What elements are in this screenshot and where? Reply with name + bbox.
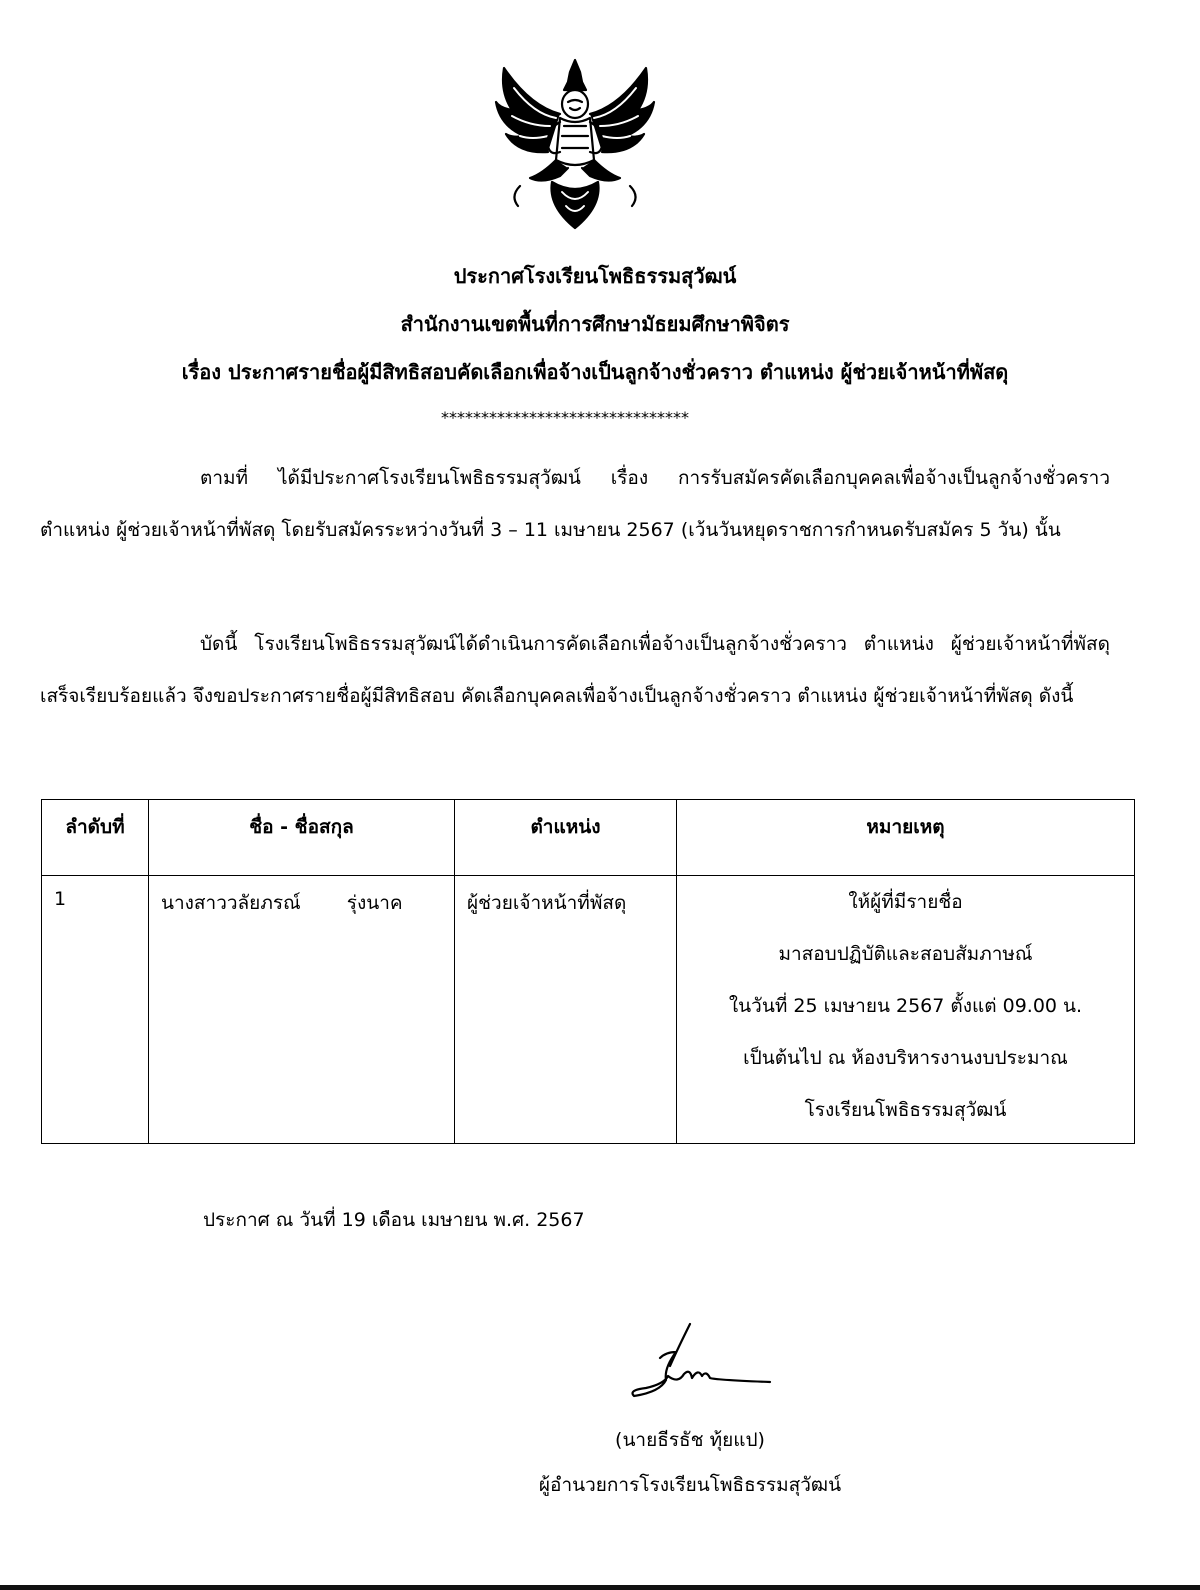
separator: *******************************: [441, 408, 689, 427]
signer-name: (นายธีรธัช ทุ้ยแป): [615, 1429, 765, 1451]
remark-line: โรงเรียนโพธิธรรมสุวัฒน์: [804, 1099, 1007, 1121]
cell-name: [149, 876, 455, 1144]
cell-position: ผู้ช่วยเจ้าหน้าที่พัสดุ: [455, 876, 677, 1144]
table-row: [42, 876, 1135, 1144]
cell-remark: [677, 876, 1135, 1144]
header-no: ลำดับที่: [42, 800, 149, 876]
remark-line: ให้ผู้ที่มีรายชื่อ: [848, 891, 963, 913]
table-header-row: [42, 800, 1135, 876]
signer-title: ผู้อำนวยการโรงเรียนโพธิธรรมสุวัฒน์: [538, 1474, 842, 1496]
candidate-table: [41, 799, 1135, 1144]
header-position: ตำแหน่ง: [455, 800, 677, 876]
paragraph-2-text: บัดนี้ โรงเรียนโพธิธรรมสุวัฒน์ได้ดำเนินการคัดเลือกเพื่อจ้างเป็นลูกจ้างชั่วคราว ตำแหน่ง ผู้ช่วยเจ้าหน้าที่พัสดุ เสร็จเรียบร้อยแล้ว จึงขอประกาศรายชื่อผู้มีสิทธิสอบ คัดเลือกบุคคลเพื่อจ้างเป็นลูกจ้างชั่วคราว ตำแหน่ง ผู้ช่วยเจ้าหน้าที่พัสดุ ดังนี้: [40, 633, 1110, 707]
paragraph-2: [40, 618, 1110, 722]
header-name: ชื่อ - ชื่อสกุล: [149, 800, 455, 876]
page-edge: [0, 1585, 1200, 1590]
remark-line: เป็นต้นไป ณ ห้องบริหารงานงบประมาณ: [743, 1047, 1068, 1069]
announce-date: ประกาศ ณ วันที่ 19 เดือน เมษายน พ.ศ. 2567: [203, 1209, 585, 1231]
first-name: นางสาววลัยภรณ์: [161, 892, 301, 914]
subject-title: เรื่อง ประกาศรายชื่อผู้มีสิทธิสอบคัดเลือกเพื่อจ้างเป็นลูกจ้างชั่วคราว ตำแหน่ง ผู้ช่วยเจ้าหน้าที่พัสดุ: [181, 360, 1009, 384]
last-name: รุ่งนาค: [346, 892, 403, 914]
garuda-emblem-icon: [490, 56, 660, 232]
cell-no: 1: [42, 876, 149, 1144]
paragraph-1: [40, 452, 1110, 556]
office-title: สำนักงานเขตพื้นที่การศึกษามัธยมศึกษาพิจิตร: [400, 312, 790, 336]
remark-line: ในวันที่ 25 เมษายน 2567 ตั้งแต่ 09.00 น.: [728, 995, 1083, 1017]
paragraph-1-text: ตามที่ ได้มีประกาศโรงเรียนโพธิธรรมสุวัฒน์ เรื่อง การรับสมัครคัดเลือกบุคคลเพื่อจ้างเป็นลูกจ้างชั่วคราว ตำแหน่ง ผู้ช่วยเจ้าหน้าที่พัสดุ โดยรับสมัครระหว่างวันที่ 3 – 11 เมษายน 2567 (เว้นวันหยุดราชการกำหนดรับสมัคร 5 วัน) นั้น: [40, 467, 1110, 541]
school-title: ประกาศโรงเรียนโพธิธรรมสุวัฒน์: [453, 264, 737, 288]
signature-image: [620, 1318, 780, 1408]
remark-line: มาสอบปฏิบัติและสอบสัมภาษณ์: [778, 943, 1033, 965]
header-remark: หมายเหตุ: [677, 800, 1135, 876]
